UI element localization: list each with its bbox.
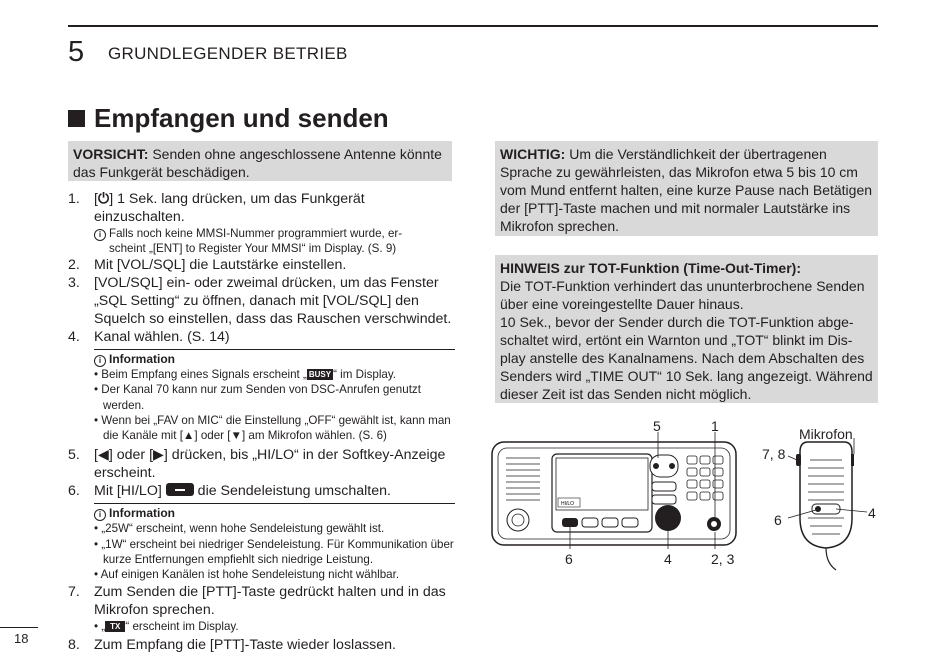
- step-3: 3. [VOL/SQL] ein- oder zweimal drücken, um das Fenster „SQL Setting“ zu öffnen, danach mit [VOL/SQL] den Squelch so einstellen, dass das Rauschen verschwindet.: [68, 275, 452, 327]
- radio-figure: [490, 418, 890, 578]
- caution-label: VORSICHT:: [73, 146, 149, 162]
- callout-5: 5: [653, 418, 661, 434]
- caution-text: Senden ohne angeschlossene Antenne könnte das Funkgerät beschädigen.: [73, 146, 442, 180]
- info-icon: i: [94, 229, 106, 241]
- tot-heading: HINWEIS zur TOT-Funktion (Time-Out-Timer):: [500, 260, 801, 276]
- page-number: 18: [14, 631, 29, 646]
- callout-4: 4: [664, 551, 672, 567]
- section-heading: [68, 103, 389, 134]
- mic-callout-7-8: 7, 8: [762, 446, 786, 462]
- callout-6: 6: [565, 551, 573, 567]
- square-bullet-icon: [68, 110, 85, 127]
- tot-paragraph-2: 10 Sek., bevor der Sender durch die TOT-Funktion abgeschaltet wird, ertönt ein Warnton und „TOT“ blinkt im Display anstelle des Kanalnamens. Nach dem Abschalten des Senders wird „TIME OUT“ 10 Sek. lang angezeigt. Während dieser Zeit ist das Senden nicht möglich.: [500, 314, 873, 402]
- tx-badge: TX: [105, 621, 125, 632]
- tot-box: [495, 255, 878, 403]
- busy-badge: BUSY: [308, 370, 332, 379]
- minus-key-icon: [166, 483, 194, 496]
- header-rule: [68, 25, 878, 27]
- step-1: 1. [⏻] 1 Sek. lang drücken, um das Funkgerät einzuschalten.: [68, 191, 365, 225]
- important-box: [495, 141, 878, 236]
- step-4: 4. Kanal wählen. (S. 14): [68, 329, 230, 345]
- info-block-1: i Information • Beim Empfang eines Signals erscheint „ BUSY “ im Display. • Der Kanal 70 kann nur zum Senden von DSC-Anrufen genutzt werden. • Wenn bei „FAV on MIC“ die Einstellung „OFF“ gewählt ist, kann man die Kanäle mit [▲] oder [▼] am Mikrofon wählen. (S. 6): [68, 349, 455, 443]
- step-8: 8. Zum Empfang die [PTT]-Taste wieder loslassen.: [68, 636, 396, 653]
- mic-callout-6: 6: [774, 512, 782, 528]
- step-7: 7. Zum Senden die [PTT]-Taste gedrückt halten und in das Mikrofon sprechen.: [68, 583, 446, 618]
- power-icon: ⏻: [97, 191, 110, 207]
- callout-2-3: 2, 3: [711, 551, 735, 567]
- chapter-number: 5: [68, 36, 85, 68]
- step-5: 5. [◀] oder [▶] drücken, bis „HI/LO“ in der Softkey-Anzeige erscheint.: [68, 447, 446, 482]
- step-1-note: i Falls noch keine MMSI-Nummer programmiert wurde, er- scheint „[ENT] to Register Your MMSI“ im Display. (S. 9): [68, 226, 455, 256]
- info-icon: i: [94, 509, 106, 521]
- mic-title: Mikrofon: [799, 426, 853, 442]
- chapter-title: GRUNDLEGENDER BETRIEB: [108, 44, 348, 63]
- step-7-note: • „ TX “ erscheint im Display.: [94, 619, 239, 633]
- tot-paragraph-1: Die TOT-Funktion verhindert das ununterbrochene Senden über eine voreingestellte Dauer hinaus.: [500, 278, 865, 312]
- important-label: WICHTIG:: [500, 146, 566, 162]
- callout-1: 1: [711, 418, 719, 434]
- info-block-2: i Information • „25W“ erscheint, wenn hohe Sendeleistung gewählt ist. • „1W“ erscheint bei niedriger Sendeleistung. Für Kommunikation über kurze Entfernungen empfiehlt sich niedrige Leistung. • Auf einigen Kanälen ist hohe Sendeleistung nicht wählbar.: [68, 503, 455, 582]
- procedure-steps: [68, 190, 455, 654]
- caution-box: [68, 141, 452, 181]
- screen-softkey-label: HI/LO: [561, 501, 575, 507]
- section-title: Empfangen und senden: [94, 103, 389, 133]
- page-number-rule: [0, 627, 38, 628]
- step-2: 2. Mit [VOL/SQL] die Lautstärke einstellen.: [68, 257, 347, 273]
- step-6: 6. Mit [HI/LO] die Sendeleistung umschalten.: [68, 483, 391, 500]
- mic-callout-4: 4: [868, 505, 876, 521]
- info-icon: i: [94, 355, 106, 367]
- important-text: Um die Verständlichkeit der übertragenen Sprache zu gewährleisten, das Mikrofon etwa 5 bis 10 cm vom Mund entfernt halten, eine kurze Pause nach Betätigen der [PTT]-Taste machen und mit normaler Lautstärke ins Mikrofon sprechen.: [500, 146, 873, 234]
